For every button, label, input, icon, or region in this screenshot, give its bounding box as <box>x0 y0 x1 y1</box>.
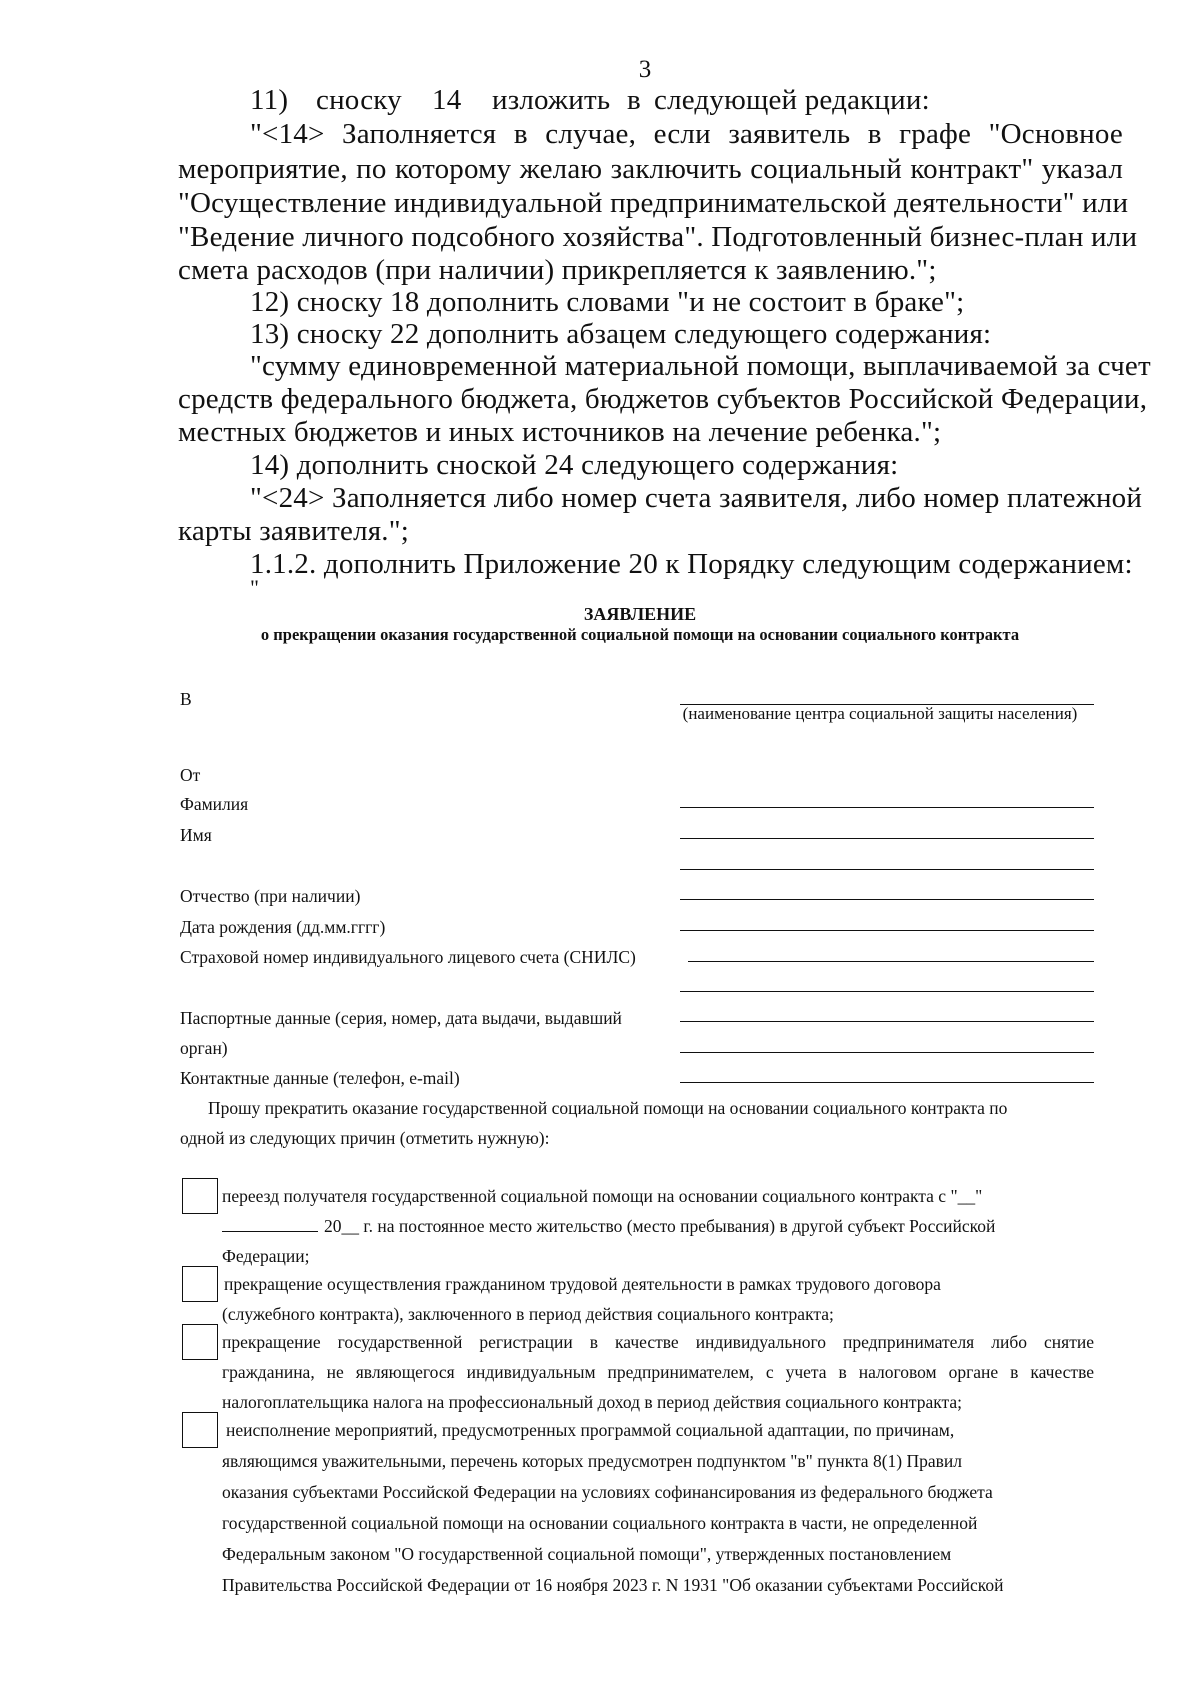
page-number: 3 <box>638 56 652 83</box>
fn24-line: карты заявителя."; <box>178 515 410 547</box>
option-3-line: налогоплательщика налога на профессиональный доход в период действия социального контракта; <box>222 1392 963 1412</box>
item-1-1-2: 1.1.2. дополнить Приложение 20 к Порядку следующим содержанием: <box>250 548 1133 580</box>
item-12: 12) сноску 18 дополнить словами "и не состоит в браке"; <box>250 286 965 318</box>
contacts-field[interactable] <box>680 1082 1094 1083</box>
passport-label-1: Паспортные данные (серия, номер, дата выдачи, выдавший <box>180 1008 622 1028</box>
contacts-label: Контактные данные (телефон, e-mail) <box>180 1068 460 1088</box>
item-11-word-5: следующей редакции: <box>654 84 930 116</box>
form-subtitle: о прекращении оказания государственной социальной помощи на основании социального контракта <box>260 625 1020 644</box>
birthdate-field[interactable] <box>680 930 1094 931</box>
passport-label-2: орган) <box>180 1038 228 1058</box>
snils-label: Страховой номер индивидуального лицевого счета (СНИЛС) <box>180 947 636 967</box>
to-label: В <box>180 689 192 709</box>
item-11-word-2: 14 <box>432 84 462 116</box>
item-11-word-4: в <box>627 84 641 116</box>
fn22-line: "сумму единовременной материальной помощи, выплачиваемой за счет <box>250 350 1151 382</box>
fn22-line: местных бюджетов и иных источников на лечение ребенка."; <box>178 416 942 448</box>
open-quote: " <box>250 575 260 600</box>
item-11-num: 11) <box>250 84 289 116</box>
option-4-line: государственной социальной помощи на основании социального контракта в части, не определенной <box>222 1513 978 1533</box>
option-3-line: прекращение государственной регистрации в качестве индивидуального предпринимателя либо снятие <box>222 1332 1094 1352</box>
surname-label: Фамилия <box>180 794 249 814</box>
patronymic-label: Отчество (при наличии) <box>180 886 361 906</box>
fn14-line: мероприятие, по которому желаю заключить социальный контракт" указал <box>178 153 1123 185</box>
option-1-blank[interactable] <box>222 1217 318 1232</box>
form-title: ЗАЯВЛЕНИЕ <box>583 604 697 624</box>
fn14-line: "<14> Заполняется в случае, если заявитель в графе "Основное <box>250 118 1123 150</box>
birthdate-label: Дата рождения (дд.мм.гггг) <box>180 917 386 937</box>
fn14-line: "Ведение личного подсобного хозяйства". Подготовленный бизнес-план или <box>178 221 1138 253</box>
option-2-line: прекращение осуществления гражданином трудовой деятельности в рамках трудового договора <box>224 1274 941 1294</box>
fn14-line: "Осуществление индивидуальной предпринимательской деятельности" или <box>178 187 1129 219</box>
snils-field[interactable] <box>688 961 1094 962</box>
option-2-line: (служебного контракта), заключенного в период действия социального контракта; <box>222 1304 834 1324</box>
name-label: Имя <box>180 825 212 845</box>
item-11-word-1: сноску <box>316 84 402 116</box>
option-4-line: оказания субъектами Российской Федерации на условиях софинансирования из федерального бюджета <box>222 1482 993 1502</box>
passport-field-line-3[interactable] <box>680 1052 1094 1053</box>
option-2-checkbox[interactable] <box>182 1266 218 1302</box>
extra-field-line[interactable] <box>680 869 1094 870</box>
item-13: 13) сноску 22 дополнить абзацем следующего содержания: <box>250 318 992 350</box>
option-4-line: являющимся уважительными, перечень которых предусмотрен подпунктом "в" пункта 8(1) Правил <box>222 1451 962 1471</box>
request-line: одной из следующих причин (отметить нужную): <box>180 1128 550 1148</box>
request-line: Прошу прекратить оказание государственной социальной помощи на основании социального контракта по <box>208 1098 1008 1118</box>
option-1-checkbox[interactable] <box>182 1178 218 1214</box>
option-4-line: Правительства Российской Федерации от 16 ноября 2023 г. N 1931 "Об оказании субъектами Российской <box>222 1575 1004 1595</box>
item-14: 14) дополнить сноской 24 следующего содержания: <box>250 449 899 481</box>
surname-field[interactable] <box>680 807 1094 808</box>
fn14-line: смета расходов (при наличии) прикрепляется к заявлению."; <box>178 254 937 286</box>
passport-field-line-1[interactable] <box>680 991 1094 992</box>
to-caption: (наименование центра социальной защиты населения) <box>682 704 1078 723</box>
option-4-line: неисполнение мероприятий, предусмотренных программой социальной адаптации, по причинам, <box>226 1420 955 1440</box>
option-3-checkbox[interactable] <box>182 1324 218 1360</box>
fn22-line: средств федерального бюджета, бюджетов субъектов Российской Федерации, <box>178 383 1148 415</box>
from-label: От <box>180 765 201 785</box>
patronymic-field[interactable] <box>680 899 1094 900</box>
fn24-line: "<24> Заполняется либо номер счета заявителя, либо номер платежной <box>250 482 1143 514</box>
option-1-line: переезд получателя государственной социальной помощи на основании социального контракта с "__" <box>222 1186 983 1206</box>
option-3-line: гражданина, не являющегося индивидуальным предпринимателем, с учета в налоговом органе в качестве <box>222 1362 1094 1382</box>
item-11-word-3: изложить <box>492 84 611 116</box>
option-4-line: Федеральным законом "О государственной социальной помощи", утвержденных постановлением <box>222 1544 952 1564</box>
name-field[interactable] <box>680 838 1094 839</box>
option-1-date-line: 20__ г. на постоянное место жительство (место пребывания) в другой субъект Российской <box>222 1216 995 1237</box>
option-1-line: Федерации; <box>222 1246 310 1266</box>
passport-field-line-2[interactable] <box>680 1021 1094 1022</box>
option-4-checkbox[interactable] <box>182 1412 218 1448</box>
